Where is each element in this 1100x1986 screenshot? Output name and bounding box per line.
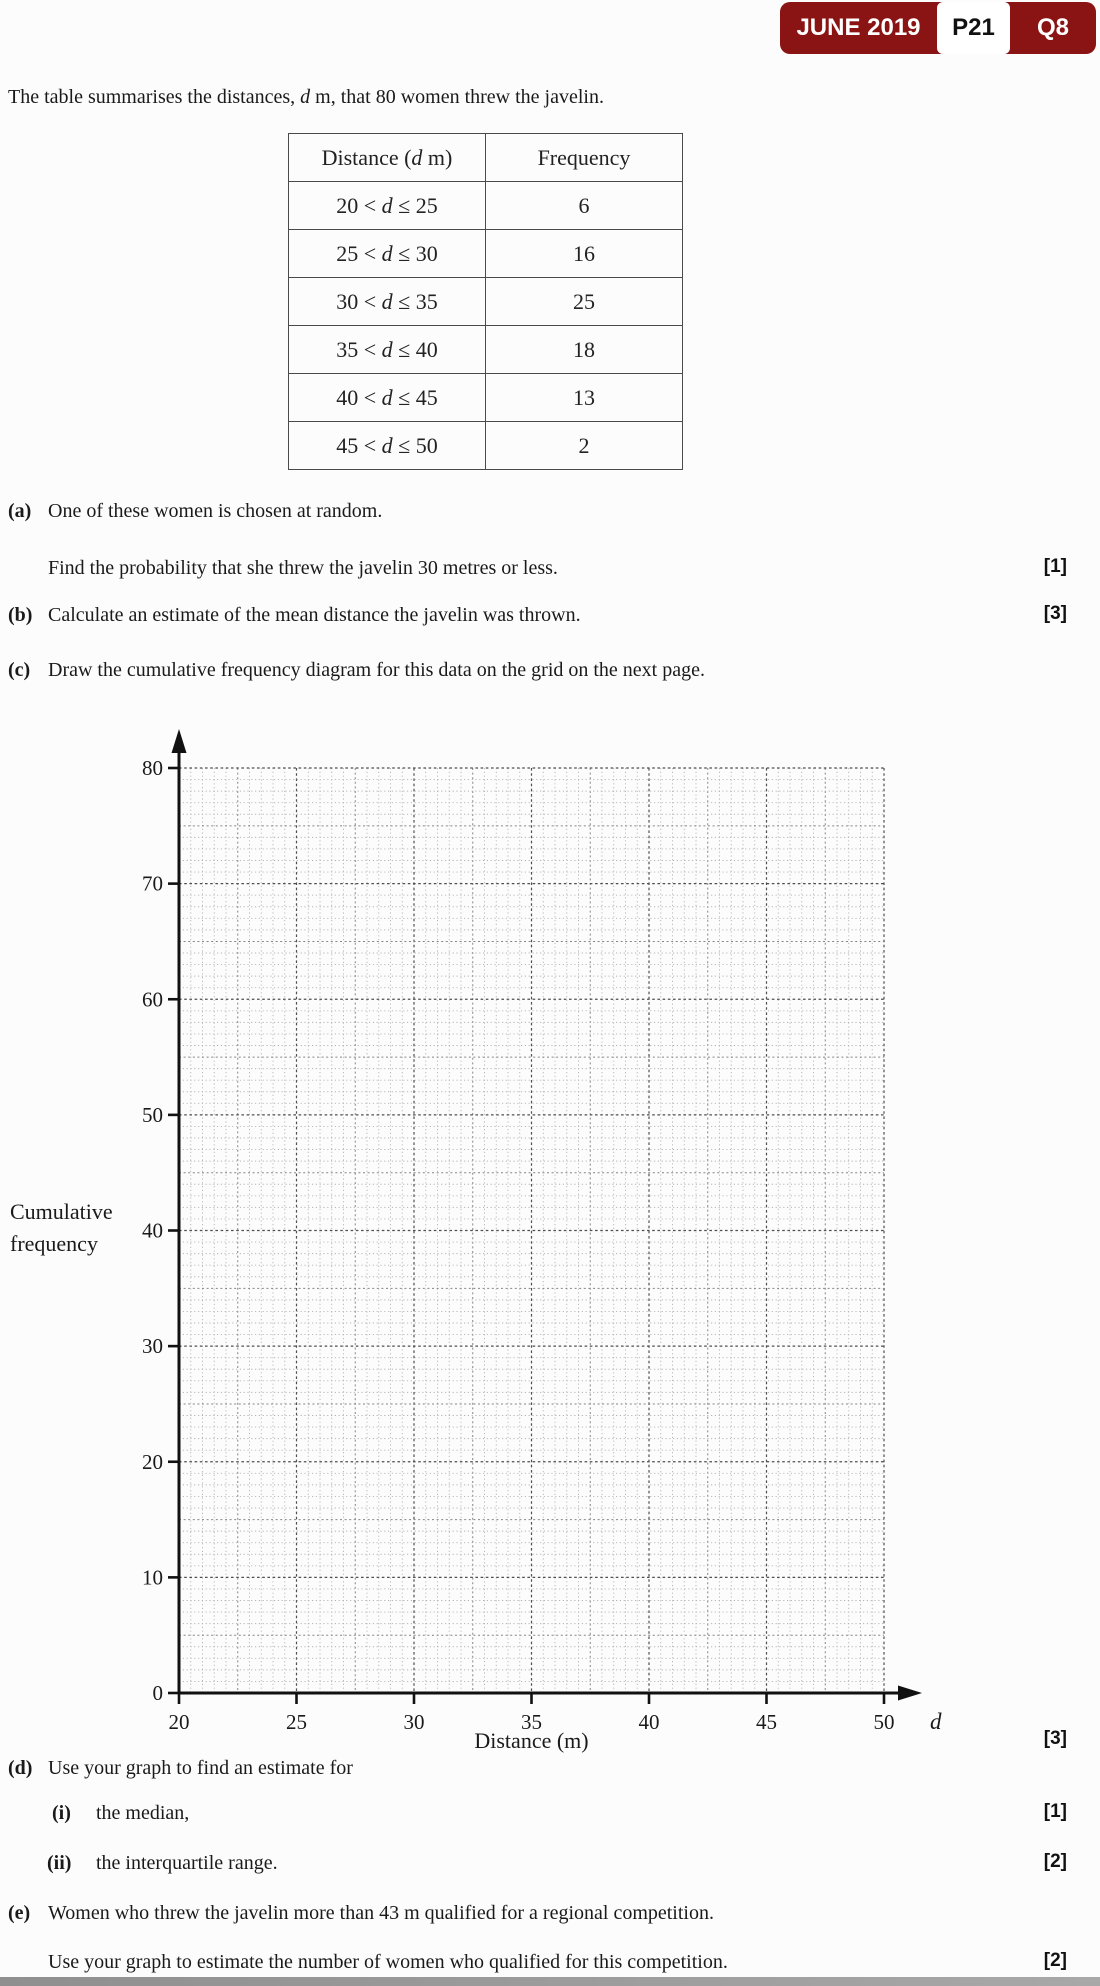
y-tick-label: 0 [152, 1681, 163, 1705]
part-a-line2 [0, 556, 1100, 582]
part-a-text2: Find the probability that she threw the javelin 30 metres or less. [48, 557, 558, 579]
part-c-line [0, 658, 1100, 684]
part-d-ii-text: the interquartile range. [96, 1852, 278, 1874]
part-d-i-label: (i) [52, 1802, 71, 1824]
table-row [289, 374, 683, 422]
frequency-cell: 2 [486, 422, 683, 470]
part-d-label: (d) [8, 1757, 33, 1779]
part-c-text: Draw the cumulative frequency diagram for this data on the grid on the next page. [48, 659, 705, 681]
x-tick-label: 30 [403, 1710, 425, 1734]
table-row [289, 422, 683, 470]
part-d-ii-label: (ii) [47, 1852, 72, 1874]
y-tick-label: 50 [142, 1102, 163, 1127]
frequency-cell: 16 [486, 230, 683, 278]
intro-text [8, 86, 604, 109]
mark-part-a: [1] [1043, 556, 1067, 577]
y-axis-label [10, 1196, 180, 1260]
intro-part1: The table summarises the distances, [8, 86, 301, 108]
mark-part-d-ii: [2] [1043, 1851, 1067, 1872]
part-a-line1 [0, 499, 1100, 525]
y-tick-label: 40 [142, 1218, 163, 1243]
x-tick-label: 35 [521, 1710, 542, 1734]
distance-cell: 30 < d ≤ 35 [289, 278, 486, 326]
part-c-label: (c) [8, 659, 31, 681]
distance-header-d: d [411, 144, 423, 170]
part-b-label: (b) [8, 604, 33, 626]
part-d-ii-line [0, 1851, 1100, 1877]
y-tick-label: 80 [142, 756, 163, 780]
y-tick-label: 70 [142, 871, 163, 896]
badge-question-label: Q8 [1036, 14, 1069, 41]
mark-part-c: [3] [1043, 1728, 1067, 1749]
distance-header-suffix: m) [422, 144, 453, 170]
table-header-row [289, 134, 683, 182]
table-row [289, 326, 683, 374]
distance-header [289, 134, 486, 182]
y-axis-label-line1: Cumulative [10, 1199, 113, 1224]
distance-cell: 25 < d ≤ 30 [289, 230, 486, 278]
y-tick-label: 20 [142, 1449, 163, 1474]
part-d-text: Use your graph to find an estimate for [48, 1757, 353, 1779]
intro-part2: m, that 80 women threw the javelin. [310, 86, 604, 108]
part-d-i-text: the median, [96, 1802, 190, 1824]
part-e-label: (e) [8, 1902, 31, 1924]
part-e-line1 [0, 1901, 1100, 1927]
badge-paper-label: P21 [937, 2, 1010, 54]
x-tick-label: 20 [168, 1710, 190, 1734]
y-tick-label: 10 [142, 1565, 163, 1590]
y-axis-label-line2: frequency [10, 1231, 98, 1256]
part-d-i-line [0, 1801, 1100, 1827]
y-tick-label: 30 [142, 1334, 163, 1359]
table-row [289, 278, 683, 326]
part-e-text2: Use your graph to estimate the number of women who qualified for this competition. [48, 1951, 728, 1973]
x-tick-label: 40 [638, 1710, 660, 1734]
part-b-line [0, 603, 1100, 629]
mark-part-d-i: [1] [1043, 1801, 1067, 1822]
frequency-cell: 6 [486, 182, 683, 230]
x-tick-label: 50 [873, 1710, 895, 1734]
distance-cell: 20 < d ≤ 25 [289, 182, 486, 230]
y-axis-arrow-icon [172, 729, 187, 753]
table-row [289, 182, 683, 230]
part-d-line [0, 1756, 1100, 1782]
part-a-text: One of these women is chosen at random. [48, 500, 383, 522]
question-badge [780, 2, 1096, 54]
intro-d-symbol: d [300, 86, 311, 108]
distance-cell: 45 < d ≤ 50 [289, 422, 486, 470]
distance-cell: 40 < d ≤ 45 [289, 374, 486, 422]
mark-part-e: [2] [1043, 1950, 1067, 1971]
scan-page-edge [0, 1977, 1100, 1986]
frequency-cell: 25 [486, 278, 683, 326]
x-axis-label: Distance (m) [474, 1728, 589, 1753]
table-row [289, 230, 683, 278]
x-tick-label: 25 [286, 1710, 307, 1734]
x-tick-label: 45 [756, 1710, 777, 1734]
frequency-cell: 18 [486, 326, 683, 374]
frequency-header: Frequency [486, 134, 683, 182]
distance-cell: 35 < d ≤ 40 [289, 326, 486, 374]
part-e-text1: Women who threw the javelin more than 43 m qualified for a regional competition. [48, 1902, 714, 1924]
badge-session-label: JUNE 2019 [796, 14, 921, 41]
part-e-line2 [0, 1950, 1100, 1976]
part-b-text: Calculate an estimate of the mean distance the javelin was thrown. [48, 604, 581, 626]
frequency-table [288, 133, 683, 470]
mark-part-b: [3] [1043, 603, 1067, 624]
y-tick-label: 60 [142, 987, 163, 1012]
part-a-label: (a) [8, 500, 32, 522]
x-axis-arrow-icon [898, 1686, 922, 1701]
frequency-cell: 13 [486, 374, 683, 422]
distance-header-prefix: Distance ( [321, 144, 412, 170]
x-variable-label: d [930, 1709, 942, 1734]
